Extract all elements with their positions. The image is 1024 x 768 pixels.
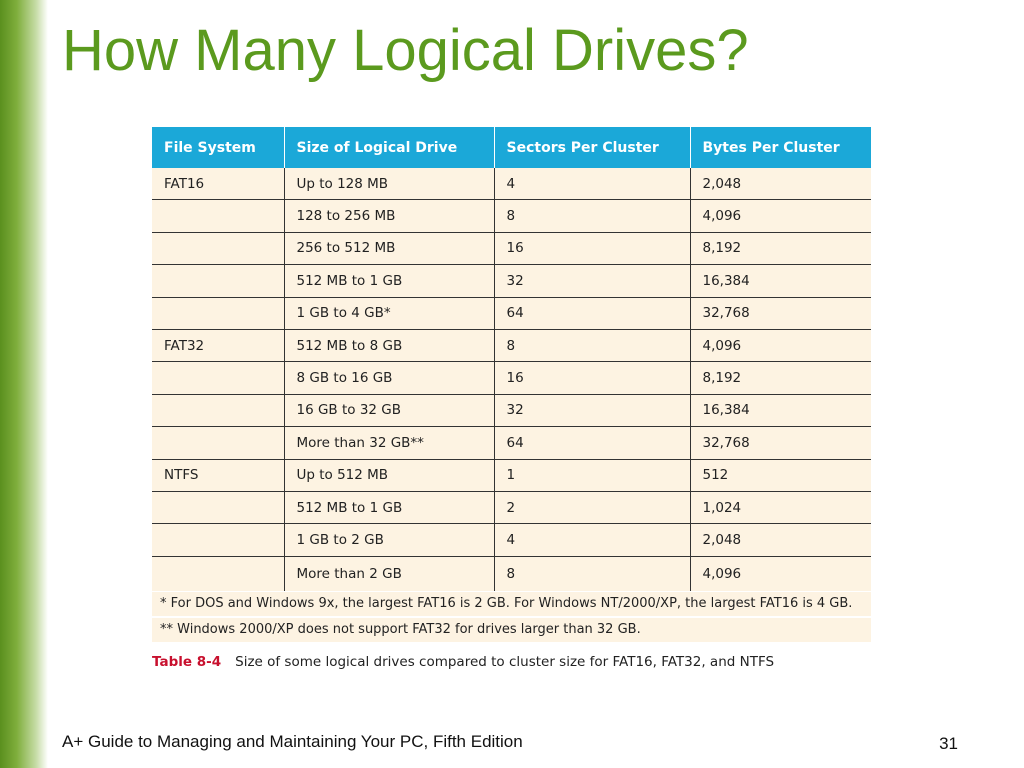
table-row <box>152 329 871 361</box>
cell-sectors: 1 <box>494 459 690 491</box>
cell-bytes: 4,096 <box>690 556 871 591</box>
table-caption-number: Table 8-4 <box>152 653 222 670</box>
table-row <box>152 491 871 523</box>
table-row <box>152 362 871 394</box>
cell-drive-size: 16 GB to 32 GB <box>284 394 494 426</box>
table-row <box>152 556 871 591</box>
table-row <box>152 524 871 556</box>
cell-sectors: 16 <box>494 362 690 394</box>
header-bytes-per-cluster: Bytes Per Cluster <box>690 127 871 168</box>
cell-file-system <box>152 200 284 232</box>
table-row <box>152 427 871 459</box>
cell-drive-size: 1 GB to 4 GB* <box>284 297 494 329</box>
cell-bytes: 8,192 <box>690 362 871 394</box>
cell-drive-size: 8 GB to 16 GB <box>284 362 494 394</box>
table-footnote-fat16: * For DOS and Windows 9x, the largest FAT16 is 2 GB. For Windows NT/2000/XP, the largest FAT16 is 4 GB. <box>152 591 871 616</box>
cell-sectors: 32 <box>494 265 690 297</box>
cell-file-system <box>152 524 284 556</box>
cell-sectors: 64 <box>494 427 690 459</box>
cell-sectors: 2 <box>494 491 690 523</box>
cell-sectors: 8 <box>494 200 690 232</box>
cell-drive-size: More than 32 GB** <box>284 427 494 459</box>
cell-bytes: 16,384 <box>690 394 871 426</box>
table-row <box>152 232 871 264</box>
logical-drives-table-container <box>152 127 871 670</box>
cell-drive-size: 512 MB to 1 GB <box>284 491 494 523</box>
cell-drive-size: 128 to 256 MB <box>284 200 494 232</box>
header-size-of-logical-drive: Size of Logical Drive <box>284 127 494 168</box>
slide-footer-book-title: A+ Guide to Managing and Maintaining Your PC, Fifth Edition <box>62 732 523 751</box>
cell-sectors: 16 <box>494 232 690 264</box>
cell-drive-size: Up to 512 MB <box>284 459 494 491</box>
table-row <box>152 459 871 491</box>
table-row <box>152 297 871 329</box>
header-sectors-per-cluster: Sectors Per Cluster <box>494 127 690 168</box>
cell-bytes: 16,384 <box>690 265 871 297</box>
cell-bytes: 512 <box>690 459 871 491</box>
cell-file-system: FAT16 <box>152 168 284 200</box>
cell-bytes: 4,096 <box>690 329 871 361</box>
cell-bytes: 4,096 <box>690 200 871 232</box>
cell-sectors: 32 <box>494 394 690 426</box>
cell-sectors: 64 <box>494 297 690 329</box>
table-row <box>152 200 871 232</box>
cell-file-system: FAT32 <box>152 329 284 361</box>
table-row <box>152 394 871 426</box>
cell-bytes: 8,192 <box>690 232 871 264</box>
table-caption <box>152 654 871 670</box>
cell-file-system <box>152 491 284 523</box>
cell-drive-size: 256 to 512 MB <box>284 232 494 264</box>
cell-drive-size: 1 GB to 2 GB <box>284 524 494 556</box>
side-gradient-bar <box>0 0 48 768</box>
slide-title: How Many Logical Drives? <box>62 18 749 83</box>
cell-sectors: 8 <box>494 556 690 591</box>
cell-file-system <box>152 297 284 329</box>
cell-drive-size: More than 2 GB <box>284 556 494 591</box>
cell-file-system <box>152 556 284 591</box>
table-row <box>152 265 871 297</box>
cell-sectors: 4 <box>494 168 690 200</box>
table-footnote-fat32: ** Windows 2000/XP does not support FAT32 for drives larger than 32 GB. <box>152 616 871 642</box>
cell-bytes: 32,768 <box>690 297 871 329</box>
cell-file-system <box>152 427 284 459</box>
table-row <box>152 168 871 200</box>
cell-bytes: 2,048 <box>690 524 871 556</box>
table-caption-text: Size of some logical drives compared to cluster size for FAT16, FAT32, and NTFS <box>235 653 775 670</box>
cell-file-system <box>152 265 284 297</box>
cell-bytes: 2,048 <box>690 168 871 200</box>
cell-drive-size: 512 MB to 1 GB <box>284 265 494 297</box>
cell-bytes: 32,768 <box>690 427 871 459</box>
cell-sectors: 4 <box>494 524 690 556</box>
slide-page-number: 31 <box>939 734 958 753</box>
cell-file-system <box>152 232 284 264</box>
header-file-system: File System <box>152 127 284 168</box>
table-header-row <box>152 127 871 168</box>
cell-file-system <box>152 362 284 394</box>
logical-drives-table <box>152 127 871 591</box>
cell-file-system: NTFS <box>152 459 284 491</box>
cell-sectors: 8 <box>494 329 690 361</box>
cell-file-system <box>152 394 284 426</box>
cell-drive-size: 512 MB to 8 GB <box>284 329 494 361</box>
cell-drive-size: Up to 128 MB <box>284 168 494 200</box>
cell-bytes: 1,024 <box>690 491 871 523</box>
